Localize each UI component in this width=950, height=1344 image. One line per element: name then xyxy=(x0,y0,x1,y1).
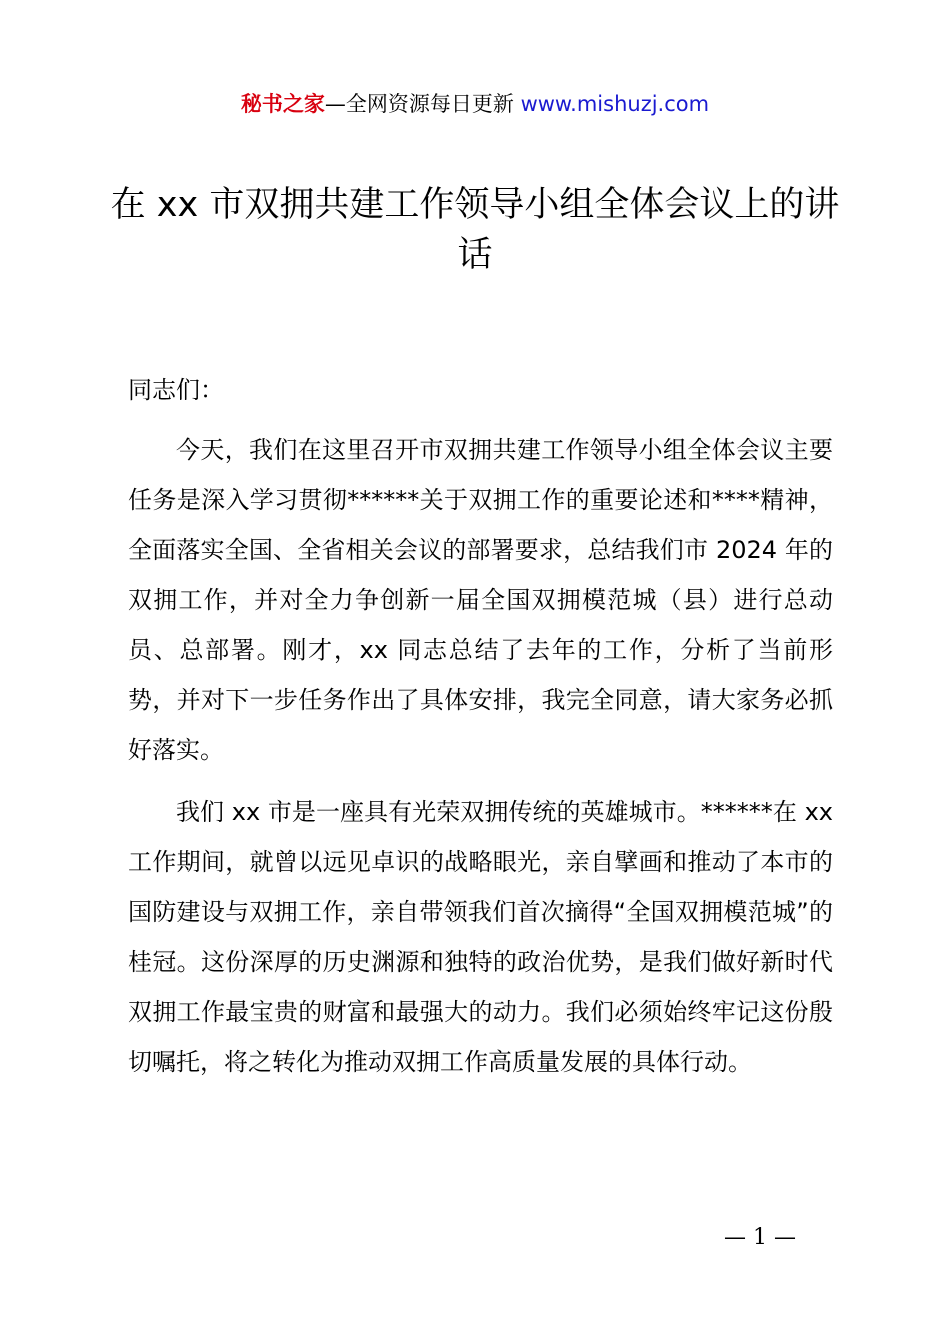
page-number: — 1 — xyxy=(724,1225,796,1250)
document-body xyxy=(128,365,833,1099)
greeting-line: 同志们： xyxy=(128,376,224,404)
site-slogan: —全网资源每日更新 xyxy=(324,92,514,116)
document-title: 在 xx 市双拥共建工作领导小组全体会议上的讲话 xyxy=(110,185,840,275)
site-brand: 秘书之家 xyxy=(240,92,325,116)
body-paragraph: 今天，我们在这里召开市双拥共建工作领导小组全体会议主要任务是深入学习贯彻******关于双拥工作的重要论述和****精神，全面落实全国、全省相关会议的部署要求，总结我们市 2024 年的双拥工作，并对全力争创新一届全国双拥模范城（县）进行总动员、总部署。刚才，xx 同志总结了去年的工作，分析了当前形势，并对下一步任务作出了具体安排，我完全同意，请大家务必抓好落实。 xyxy=(128,436,833,764)
site-header xyxy=(0,88,950,120)
body-paragraph: 我们 xx 市是一座具有光荣双拥传统的英雄城市。******在 xx 工作期间，就曾以远见卓识的战略眼光，亲自擘画和推动了本市的国防建设与双拥工作，亲自带领我们首次摘得“全国双拥模范城”的桂冠。这份深厚的历史渊源和独特的政治优势，是我们做好新时代双拥工作最宝贵的财富和最强大的动力。我们必须始终牢记这份殷切嘱托，将之转化为推动双拥工作高质量发展的具体行动。 xyxy=(128,798,833,1076)
site-url-link[interactable]: www.mishuzj.com xyxy=(520,92,710,116)
